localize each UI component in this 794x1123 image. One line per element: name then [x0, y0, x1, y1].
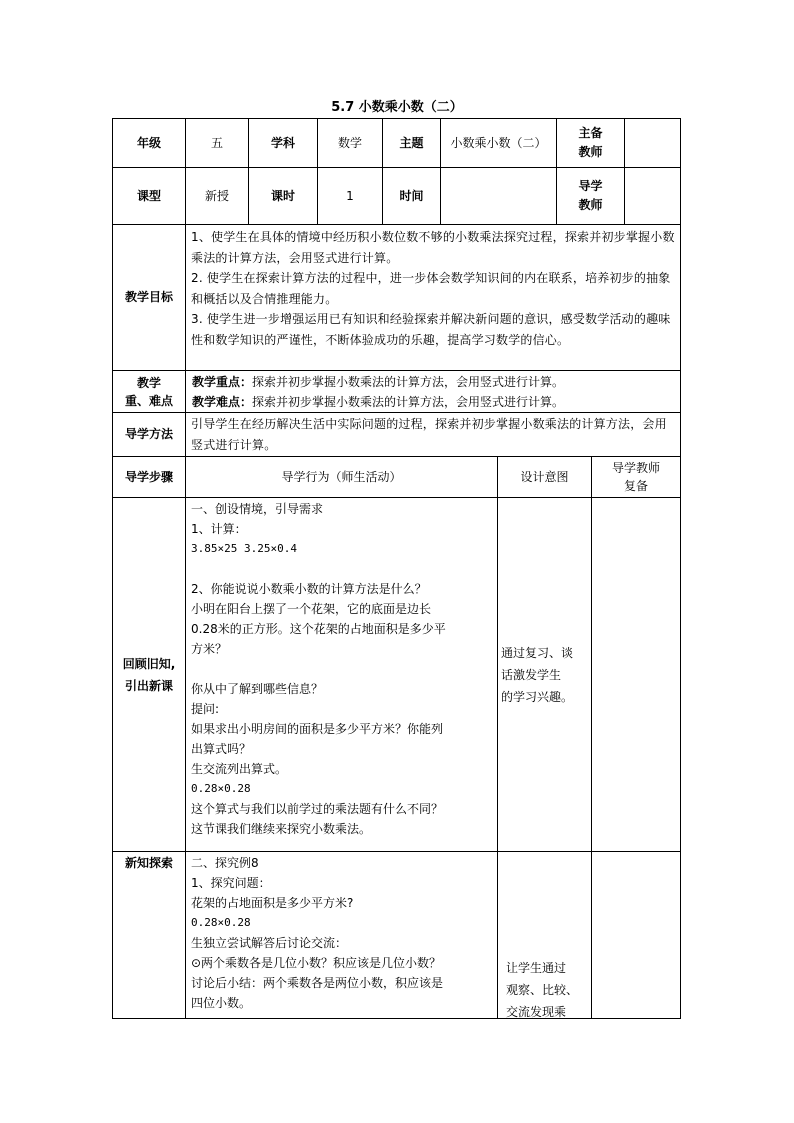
section2-action-line: ⊙两个乘数各是几位小数？积应该是几位小数？ [191, 956, 442, 970]
key-points-label-line2: 重、难点 [124, 393, 173, 408]
section2-intent-line: 让学生通过 [506, 961, 567, 975]
section2-action-line: 0.28×0.28 [191, 916, 251, 929]
method-content-cell: 引导学生在经历解决生活中实际问题的过程，探索并初步掌握小数乘法的计算方法，会用竖式进行计算。 [185, 412, 681, 457]
key-point-text: 探索并初步掌握小数乘法的计算方法，会用竖式进行计算。 [252, 375, 565, 389]
section1-action-line: 0.28米的正方形。这个花架的占地面积是多少平 [191, 622, 446, 636]
key-point-row [192, 372, 674, 392]
section2-action-line: 二、探究例8 [191, 856, 259, 870]
grade-label-cell: 年级 [112, 118, 186, 168]
guide-teacher-label-cell [556, 167, 625, 225]
time-value-cell [440, 167, 557, 225]
actions-header-cell: 导学行为（师生活动） [185, 456, 498, 498]
guide-teacher-value-cell [624, 167, 681, 225]
section1-action-line: 一、创设情境，引导需求 [191, 502, 324, 516]
subject-label-cell: 学科 [248, 118, 318, 168]
page-title: 5.7 小数乘小数（二） [331, 100, 463, 115]
section1-action-line: 生交流列出算式。 [191, 762, 288, 776]
section1-review-cell [591, 497, 681, 852]
section1-action-line [191, 659, 492, 679]
key-points-label-cell [112, 370, 186, 413]
section1-action-line: 你从中了解到哪些信息？ [191, 682, 324, 696]
review-header-line2: 复备 [623, 479, 648, 493]
section2-intent-cell [497, 851, 592, 1019]
section1-intent-text [501, 642, 573, 708]
topic-label-cell: 主题 [382, 118, 441, 168]
intent-header-cell: 设计意图 [497, 456, 592, 498]
section2-review-cell [591, 851, 681, 1019]
goals-content-cell [185, 224, 681, 371]
key-point-label: 教学重点： [192, 375, 253, 389]
section1-action-line: 2、你能说说小数乘小数的计算方法是什么？ [191, 582, 427, 596]
difficult-point-row [192, 392, 674, 412]
section1-intent-cell [497, 497, 592, 852]
period-value-cell: 1 [317, 167, 383, 225]
lesson-type-label-cell: 课型 [112, 167, 186, 225]
goals-label-cell: 教学目标 [112, 224, 186, 371]
goal-item-2: 2. 使学生在探索计算方法的过程中，进一步体会数学知识间的内在联系，培养初步的抽象和概括以及合情推理能力。 [191, 271, 671, 306]
section1-step-line2: 引出新课 [124, 678, 173, 693]
section1-intent-line: 话激发学生 [501, 667, 562, 682]
section1-action-line: 如果求出小明房间的面积是多少平方米？你能列 [191, 722, 444, 736]
section2-step-cell: 新知探索 [112, 851, 186, 1019]
section2-action-line: 讨论后小结：两个乘数各是两位小数，积应该是 [191, 976, 444, 990]
time-label-cell: 时间 [382, 167, 441, 225]
section1-action-line: 这个算式与我们以前学过的乘法题有什么不同？ [191, 802, 444, 816]
section2-intent-line: 观察、比较、 [506, 983, 579, 997]
difficult-point-text: 探索并初步掌握小数乘法的计算方法，会用竖式进行计算。 [252, 395, 565, 409]
section2-actions-cell [185, 851, 498, 1019]
subject-value-cell: 数学 [317, 118, 383, 168]
lead-teacher-label-cell [556, 118, 625, 168]
section1-action-line: 提问: [191, 702, 220, 716]
period-label-cell: 课时 [248, 167, 318, 225]
key-points-content-cell [185, 370, 681, 413]
section2-intent-line: 交流发现乘 [506, 1005, 567, 1019]
section1-action-line [191, 559, 492, 579]
section1-action-line: 出算式吗？ [191, 742, 252, 756]
difficult-point-label: 教学难点： [192, 395, 253, 409]
section2-intent-text [506, 957, 587, 1019]
grade-value-cell: 五 [185, 118, 249, 168]
lead-teacher-label-line2: 教师 [578, 145, 603, 159]
section2-action-line: 四位小数。 [191, 996, 252, 1010]
section1-action-line: 3.85×25 3.25×0.4 [191, 542, 297, 555]
section2-action-line: 花架的占地面积是多少平方米? [191, 896, 354, 910]
section1-actions-cell [185, 497, 498, 852]
method-label-cell: 导学方法 [112, 412, 186, 457]
goal-item-1: 1、使学生在具体的情境中经历积小数位数不够的小数乘法探究过程，探索并初步掌握小数乘法的计算方法，会用竖式进行计算。 [191, 230, 675, 265]
section1-action-line: 这节课我们继续来探究小数乘法。 [191, 822, 372, 836]
lesson-type-value-cell: 新授 [185, 167, 249, 225]
goal-item-3: 3. 使学生进一步增强运用已有知识和经验探索并解决新问题的意识，感受数学活动的趣味性和数学知识的严谨性，不断体验成功的乐趣，提高学习数学的信心。 [191, 312, 671, 347]
section1-intent-line: 的学习兴趣。 [501, 689, 574, 704]
review-header-line1: 导学教师 [611, 461, 660, 475]
section1-intent-line: 通过复习、谈 [501, 645, 574, 660]
section1-step-line1: 回顾旧知, [122, 656, 176, 671]
topic-value-cell: 小数乘小数（二） [440, 118, 557, 168]
section1-action-line: 1、计算： [191, 522, 247, 536]
guide-teacher-label-line1: 导学 [578, 179, 603, 193]
section1-action-line: 小明在阳台上摆了一个花架，它的底面是边长 [191, 602, 432, 616]
section1-action-line: 方米？ [191, 642, 228, 656]
key-points-label-line1: 教学 [136, 375, 161, 390]
section2-action-line: 生独立尝试解答后讨论交流： [191, 936, 348, 950]
section1-action-line: 0.28×0.28 [191, 782, 251, 795]
section2-action-line: 1、探究问题： [191, 876, 271, 890]
guide-teacher-label-line2: 教师 [578, 198, 603, 212]
review-header-cell [591, 456, 681, 498]
steps-header-cell: 导学步骤 [112, 456, 186, 498]
lead-teacher-value-cell [624, 118, 681, 168]
section1-step-cell [112, 497, 186, 852]
lead-teacher-label-line1: 主备 [578, 126, 603, 140]
